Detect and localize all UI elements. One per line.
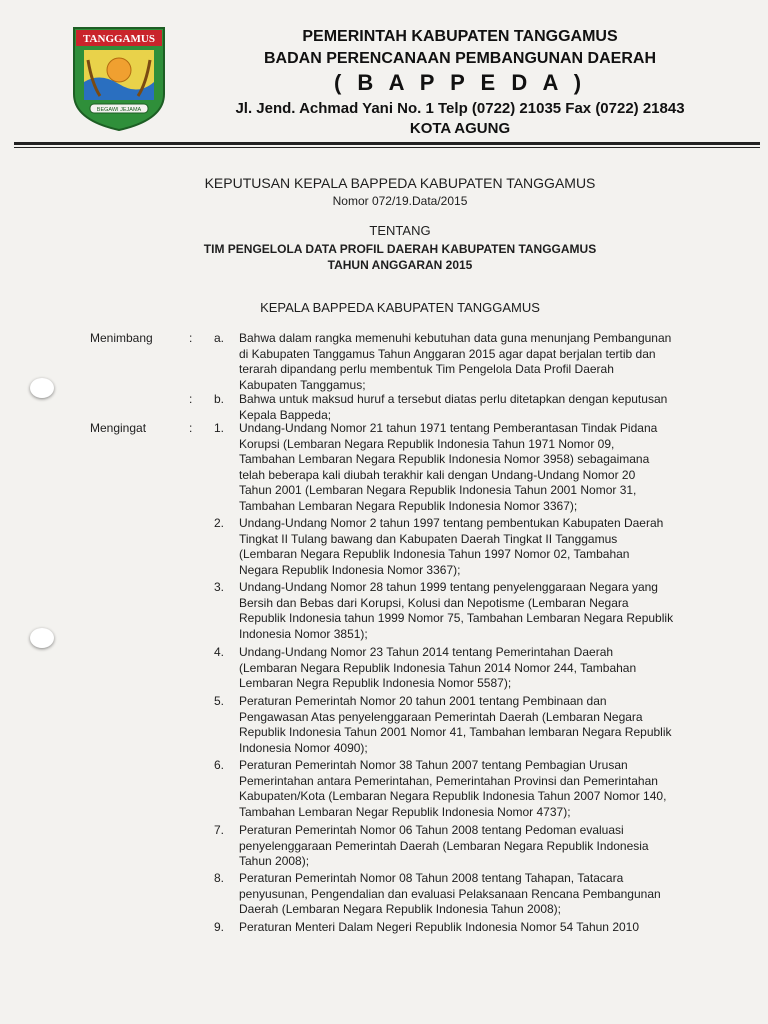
list-item-text: [239, 392, 689, 423]
list-item-text: [239, 331, 689, 393]
list-item-marker: b.: [213, 392, 224, 406]
text-line: Peraturan Pemerintah Nomor 06 Tahun 2008 tentang Pedoman evaluasi: [239, 823, 624, 837]
list-item-text: [239, 920, 689, 936]
text-line: Bahwa dalam rangka memenuhi kebutuhan data guna menunjang Pembangunan: [239, 331, 672, 345]
text-line: Kepala Bappeda;: [239, 407, 332, 422]
text-line: Tambahan Lembaran Negar Republik Indonesia Nomor 4737);: [239, 804, 571, 819]
text-line: Tambahan Lembaran Negara Republik Indonesia Nomor 3958) sebagaimana: [239, 452, 650, 467]
emblem-shield-icon: [70, 24, 168, 132]
government-name: PEMERINTAH KABUPATEN TANGGAMUS: [302, 28, 618, 45]
list-item-text: [239, 871, 689, 918]
text-line: terarah dipandang perlu membentuk Tim Pengelola Data Profil Daerah: [239, 362, 614, 377]
list-item-marker: 4.: [213, 645, 224, 659]
text-line: Undang-Undang Nomor 21 tahun 1971 tentang Pemberantasan Tindak Pidana: [239, 421, 658, 435]
punch-hole-top: [30, 378, 54, 398]
agency-acronym: ( B A P P E D A ): [333, 70, 587, 95]
decree-subject-line-1: TIM PENGELOLA DATA PROFIL DAERAH KABUPATEN TANGGAMUS: [203, 242, 597, 256]
text-line: penyelenggaraan Pemerintah Daerah (Lembaran Negara Republik Indonesia: [239, 838, 649, 853]
text-line: Daerah (Lembaran Negara Republik Indonesia Tahun 2008);: [239, 902, 561, 917]
list-item-text: [239, 645, 689, 692]
list-item-marker: 1.: [213, 421, 224, 435]
text-line: Pemerintahan antara Pemerintahan, Pemerintahan Provinsi dan Pemerintahan: [239, 773, 658, 788]
text-line: Bersih dan Bebas dari Korupsi, Kolusi dan Nepotisme (Lembaran Negara: [239, 595, 629, 610]
menimbang-label: Menimbang: [90, 331, 153, 345]
list-item-text: [239, 694, 689, 756]
header-divider-thin: [14, 147, 760, 148]
list-item-text: [239, 823, 689, 870]
text-line: Peraturan Pemerintah Nomor 08 Tahun 2008 tentang Tahapan, Tatacara: [239, 871, 624, 885]
text-line: Peraturan Pemerintah Nomor 38 Tahun 2007 tentang Pembagian Urusan: [239, 758, 628, 772]
text-line: (Lembaran Negara Republik Indonesia Tahun 2014 Nomor 244, Tambahan: [239, 660, 637, 675]
text-line: (Lembaran Negara Republik Indonesia Tahun 1997 Nomor 02, Tambahan: [239, 547, 630, 562]
text-line: Bahwa untuk maksud huruf a tersebut diatas perlu ditetapkan dengan keputusan: [239, 392, 668, 406]
header-divider-thick: [14, 142, 760, 145]
list-item-marker: 5.: [213, 694, 224, 708]
regency-emblem-logo: [70, 24, 168, 132]
text-line: Pengawasan Atas penyelenggaraan Pemerintah Daerah (Lembaran Negara: [239, 709, 643, 724]
list-item-text: [239, 758, 689, 820]
text-line: di Kabupaten Tanggamus Tahun Anggaran 2015 agar dapat berjalan tertib dan: [239, 346, 656, 361]
text-line: Lembaran Negra Republik Indonesia Nomor 5587);: [239, 676, 512, 691]
list-item-marker: 2.: [213, 516, 224, 530]
text-line: Kabupaten/Kota (Lembaran Negara Republik Indonesia Tahun 2007 Nomor 140,: [239, 789, 667, 804]
text-line: Kabupaten Tanggamus;: [239, 377, 366, 392]
list-item-marker: 3.: [213, 580, 224, 594]
decree-title: KEPUTUSAN KEPALA BAPPEDA KABUPATEN TANGGAMUS: [204, 175, 596, 191]
punch-hole-bottom: [30, 628, 54, 648]
list-item-marker: 8.: [213, 871, 224, 885]
text-line: Korupsi (Lembaran Negara Republik Indonesia Tahun 1971 Nomor 09,: [239, 436, 615, 451]
list-item-marker: 6.: [213, 758, 224, 772]
emblem-name-text: TANGGAMUS: [83, 33, 155, 45]
text-line: Republik Indonesia Tahun 2001 Nomor 41, Tambahan lembaran Negara Republik: [239, 725, 672, 740]
text-line: Undang-Undang Nomor 2 tahun 1997 tentang pembentukan Kabupaten Daerah: [239, 516, 664, 530]
list-item-text: [239, 580, 689, 642]
text-line: Undang-Undang Nomor 28 tahun 1999 tentang penyelenggaraan Negara yang: [239, 580, 658, 594]
list-item-text: [239, 421, 689, 515]
text-line: Republik Indonesia tahun 1999 Nomor 75, Tambahan Lembaran Negara Republik: [239, 611, 674, 626]
about-label: TENTANG: [369, 223, 431, 238]
decree-number: Nomor 072/19.Data/2015: [332, 194, 468, 208]
text-line: Indonesia Nomor 4090);: [239, 740, 368, 755]
mengingat-label: Mengingat: [90, 421, 147, 435]
emblem-motto-text: BEGAWI JEJAMA: [96, 107, 142, 113]
decree-issuer: KEPALA BAPPEDA KABUPATEN TANGGAMUS: [260, 300, 540, 315]
menimbang-colon: :: [189, 331, 193, 345]
mengingat-colon: :: [189, 421, 193, 435]
text-line: telah beberapa kali diubah terakhir kali dengan Undang-Undang Nomor 20: [239, 467, 636, 482]
text-line: Tahun 2001 (Lembaran Negara Republik Indonesia Tahun 2001 Nomor 31,: [239, 483, 637, 498]
list-item-marker: 9.: [213, 920, 224, 934]
text-line: Tambahan Lembaran Negara Republik Indonesia Nomor 3367);: [239, 498, 578, 513]
text-line: Undang-Undang Nomor 23 Tahun 2014 tentang Pemerintahan Daerah: [239, 645, 614, 659]
text-line: Negara Republik Indonesia Nomor 3367);: [239, 562, 461, 577]
text-line: Indonesia Nomor 3851);: [239, 626, 368, 641]
decree-subject-line-2: TAHUN ANGGARAN 2015: [327, 258, 473, 272]
text-line: Tingkat II Tulang bawang dan Kabupaten Daerah Tingkat II Tanggamus: [239, 531, 618, 546]
list-item-marker: 7.: [213, 823, 224, 837]
list-item-text: [239, 516, 689, 578]
text-line: penyusunan, Pengendalian dan evaluasi Pelaksanaan Rencana Pembangunan: [239, 886, 661, 901]
menimbang-colon-b: :: [189, 392, 193, 406]
text-line: Peraturan Pemerintah Nomor 20 tahun 2001 tentang Pembinaan dan: [239, 694, 607, 708]
text-line: Peraturan Menteri Dalam Negeri Republik Indonesia Nomor 54 Tahun 2010: [239, 920, 640, 934]
list-item-marker: a.: [213, 331, 224, 345]
agency-city: KOTA AGUNG: [409, 120, 511, 137]
agency-address: Jl. Jend. Achmad Yani No. 1 Telp (0722) 21035 Fax (0722) 21843: [235, 100, 685, 117]
agency-name: BADAN PERENCANAAN PEMBANGUNAN DAERAH: [263, 50, 656, 67]
text-line: Tahun 2008);: [239, 854, 310, 869]
